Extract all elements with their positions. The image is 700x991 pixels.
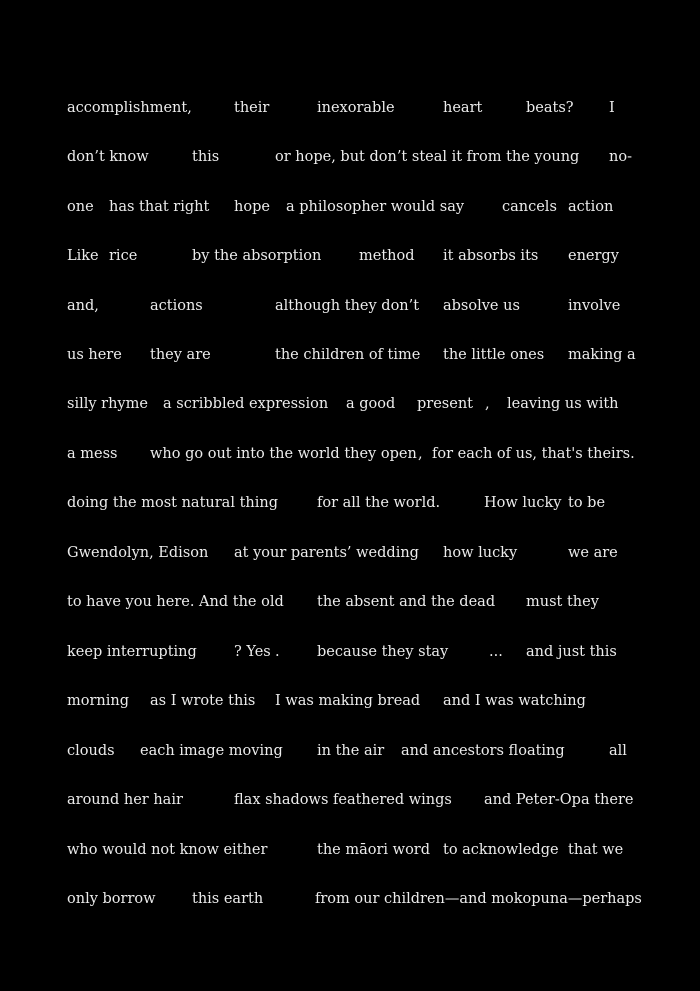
poem-line-3 [0, 196, 700, 218]
poem-fragment: must they [526, 594, 599, 610]
poem-line-16 [0, 839, 700, 861]
poem-fragment: around her hair [67, 792, 183, 808]
poem-fragment: involve [568, 298, 621, 314]
poem-fragment: flax shadows feathered wings [234, 792, 452, 808]
poem-fragment: absolve us [443, 298, 520, 314]
poem-fragment: only borrow [67, 891, 156, 907]
poem-line-15 [0, 789, 700, 811]
poem-fragment: no- [609, 149, 632, 165]
poem-line-17 [0, 888, 700, 910]
poem-fragment: clouds [67, 743, 115, 759]
poem-fragment: to have you here. And the old [67, 594, 284, 610]
poem-fragment: the absent and the dead [317, 594, 496, 610]
poem-fragment: this earth [192, 891, 264, 907]
poem-fragment: keep interrupting [67, 644, 197, 660]
poem-line-4 [0, 245, 700, 267]
poem-fragment: or hope, but don’t steal it from the young [275, 149, 580, 165]
poem-fragment: to be [568, 495, 606, 511]
poem-fragment: the little ones [443, 347, 545, 363]
poem-fragment: in the air [317, 743, 385, 759]
poem-fragment: . [275, 644, 280, 660]
poem-fragment: and I was watching [443, 693, 586, 709]
poem-line-9 [0, 492, 700, 514]
poem-fragment: who would not know either [67, 842, 268, 858]
poem-fragment: making a [568, 347, 636, 363]
poem-line-7 [0, 393, 700, 415]
poem-fragment: by the absorption [192, 248, 322, 264]
poem-fragment: and Peter-Opa there [484, 792, 634, 808]
poem-fragment: all [609, 743, 627, 759]
poem-line-1 [0, 97, 700, 119]
poem-fragment: , [418, 446, 423, 462]
poem-fragment: accomplishment, [67, 100, 192, 116]
poem-fragment: present [417, 396, 473, 412]
poem-fragment: the māori word [317, 842, 431, 858]
poem-fragment: one [67, 199, 94, 215]
poem-fragment: how lucky [443, 545, 518, 561]
poem-fragment: a philosopher would say [286, 199, 465, 215]
poem-fragment: because they stay [317, 644, 449, 660]
poem-fragment: morning [67, 693, 130, 709]
poem-fragment: each image moving [140, 743, 283, 759]
poem-fragment: as I wrote this [150, 693, 256, 709]
poem-fragment: it absorbs its [443, 248, 539, 264]
poem-fragment: inexorable [317, 100, 395, 116]
poem-fragment: who go out into the world they open [150, 446, 417, 462]
poem-fragment: for each of us, that's theirs. [432, 446, 635, 462]
poem-fragment: to acknowledge [443, 842, 559, 858]
poem-fragment: , [485, 396, 490, 412]
poem-fragment: action [568, 199, 614, 215]
poem-fragment: method [359, 248, 415, 264]
poem-fragment: How lucky [484, 495, 562, 511]
poem-line-8 [0, 443, 700, 465]
poem-line-5 [0, 295, 700, 317]
poem-fragment: I [609, 100, 615, 116]
poem-fragment: Like [67, 248, 99, 264]
poem-fragment: the children of time [275, 347, 421, 363]
poem-fragment: that we [568, 842, 624, 858]
poem-line-6 [0, 344, 700, 366]
poem-fragment: this [192, 149, 220, 165]
poem-line-2 [0, 146, 700, 168]
poem-line-12 [0, 641, 700, 663]
poem-fragment: rice [109, 248, 138, 264]
poem-fragment: energy [568, 248, 619, 264]
poem-line-13 [0, 690, 700, 712]
poem-line-10 [0, 542, 700, 564]
poem-fragment: we are [568, 545, 618, 561]
poem-line-11 [0, 591, 700, 613]
poem-fragment: has that right [109, 199, 210, 215]
poem-fragment: beats? [526, 100, 574, 116]
poem-fragment: ... [489, 644, 503, 660]
poem-fragment: leaving us with [507, 396, 619, 412]
poem-fragment: and, [67, 298, 99, 314]
poem-fragment: I was making bread [275, 693, 421, 709]
poem-fragment: they are [150, 347, 211, 363]
poem-fragment: cancels [502, 199, 557, 215]
poem-fragment: us here [67, 347, 122, 363]
poem-fragment: and just this [526, 644, 617, 660]
poem-fragment: at your parents’ wedding [234, 545, 419, 561]
poem-fragment: a scribbled expression [163, 396, 329, 412]
poem-fragment: hope [234, 199, 270, 215]
poem-fragment: silly rhyme [67, 396, 148, 412]
poem-fragment: their [234, 100, 270, 116]
poem-line-14 [0, 740, 700, 762]
poem-fragment: actions [150, 298, 203, 314]
poem-fragment: for all the world. [317, 495, 441, 511]
poem-fragment: doing the most natural thing [67, 495, 278, 511]
poem-fragment: heart [443, 100, 483, 116]
poem-fragment: and ancestors floating [401, 743, 565, 759]
poem-fragment: from our children—and mokopuna—perhaps [315, 891, 642, 907]
poem-fragment: don’t know [67, 149, 149, 165]
poem-fragment: a mess [67, 446, 118, 462]
poem-fragment: Gwendolyn, Edison [67, 545, 209, 561]
poem-fragment: ? Yes [234, 644, 271, 660]
poem-fragment: a good [346, 396, 396, 412]
poem-fragment: although they don’t [275, 298, 420, 314]
